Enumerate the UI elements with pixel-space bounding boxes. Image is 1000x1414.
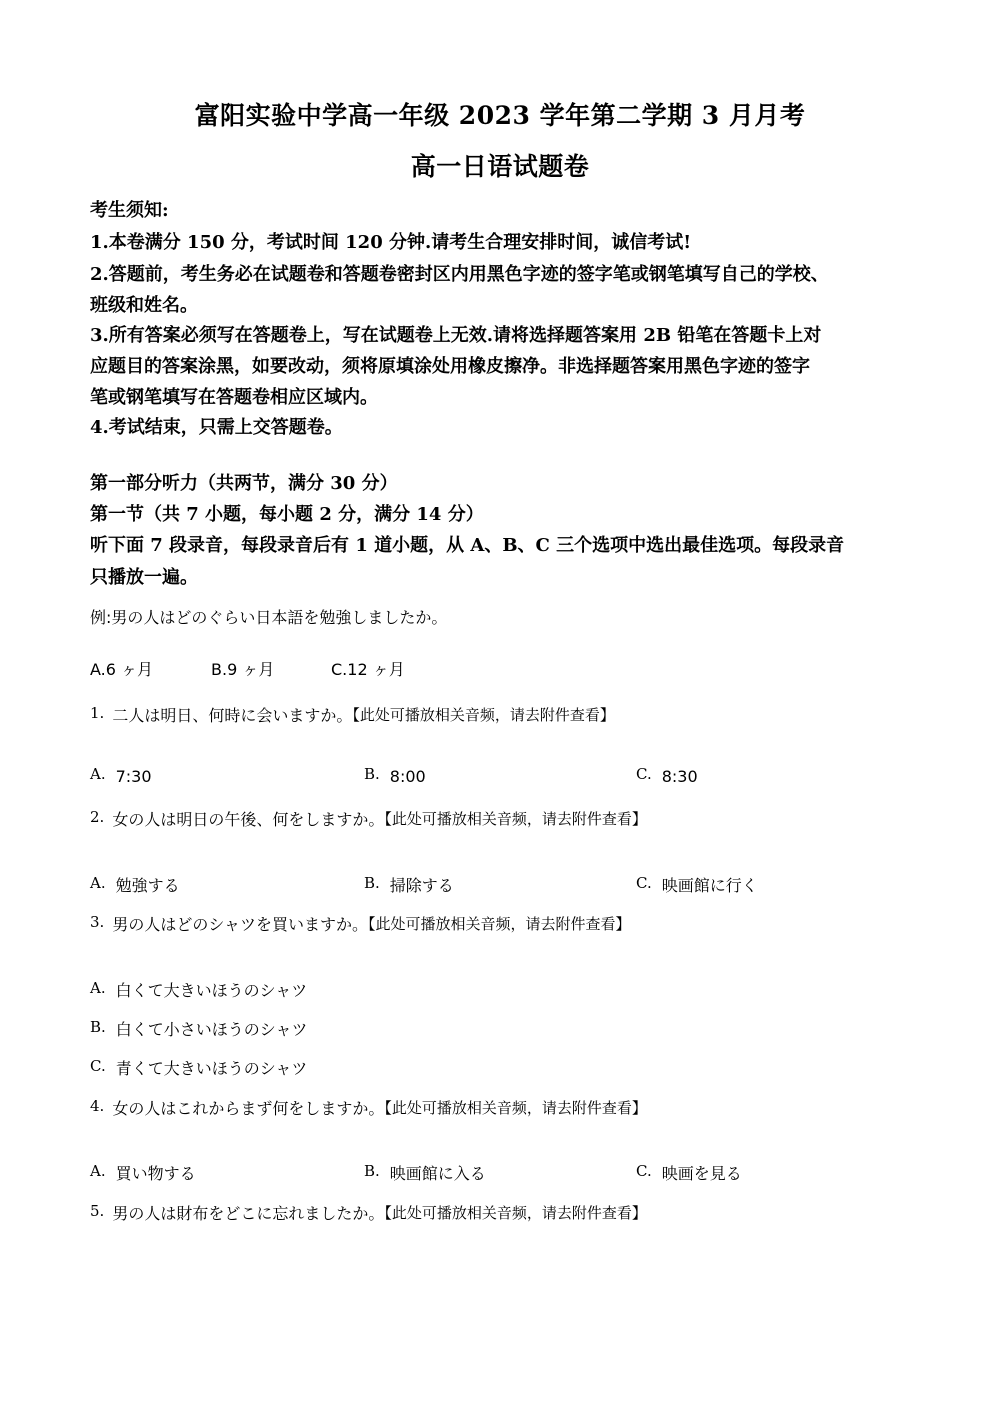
option-c (636, 873, 758, 896)
example-option-b: B.9 ヶ月 (211, 660, 275, 679)
subsection-heading: 第一节（共 7 小题，每小题 2 分，满分 14 分） (90, 504, 484, 525)
option-text: 白くて大きいほうのシャツ (115, 981, 308, 1000)
option-label: A. (90, 765, 106, 783)
question-3 (90, 912, 631, 935)
example-question: 例:男の人はどのぐらい日本語を勉強しましたか。 (90, 608, 448, 627)
option-b (364, 873, 454, 896)
option-text: 勉強する (115, 876, 180, 895)
question-text: 女の人は明日の午後、何をしますか。 (112, 810, 385, 829)
question-text: 二人は明日、何時に会いますか。 (112, 706, 353, 725)
notice-heading: 考生须知: (90, 200, 169, 221)
notice-line: 应题目的答案涂黑，如要改动，须将原填涂处用橡皮擦净。非选择题答案用黑色字迹的签字 (90, 356, 810, 377)
option-label: C. (90, 1057, 106, 1075)
option-c (636, 1161, 742, 1184)
option-text: 買い物する (115, 1164, 196, 1183)
notice-line: 班级和姓名。 (90, 295, 198, 316)
question-number: 2. (90, 808, 105, 826)
option-c (636, 767, 698, 786)
question-text: 男の人は財布をどこに忘れましたか。 (112, 1204, 385, 1223)
example-option-c: C.12 ヶ月 (331, 660, 405, 679)
option-text: 青くて大きいほうのシャツ (115, 1059, 308, 1078)
option-label: A. (90, 1162, 106, 1180)
option-b (90, 1017, 307, 1040)
notice-line: 笔或钢笔填写在答题卷相应区域内。 (90, 387, 378, 408)
option-label: C. (636, 765, 652, 783)
exam-subtitle: 高一日语试题卷 (410, 152, 590, 181)
option-text: 映画館に行く (661, 876, 758, 895)
option-label: A. (90, 979, 106, 997)
part-heading: 第一部分听力（共两节，满分 30 分） (90, 473, 398, 494)
option-b (364, 1161, 486, 1184)
option-label: B. (364, 1162, 380, 1180)
question-4 (90, 1096, 647, 1119)
audio-note: 【此处可播放相关音频，请去附件查看】 (384, 810, 647, 828)
exam-title: 富阳实验中学高一年级 2023 学年第二学期 3 月月考 (194, 101, 806, 130)
question-number: 5. (90, 1202, 105, 1220)
option-text: 8:00 (389, 767, 426, 786)
option-a (90, 873, 180, 896)
option-b (364, 767, 426, 786)
question-number: 3. (90, 913, 105, 931)
audio-note: 【此处可播放相关音频，请去附件查看】 (352, 706, 615, 724)
option-label: B. (90, 1018, 106, 1036)
instruction-line: 只播放一遍。 (90, 567, 198, 588)
notice-line: 4.考试结束，只需上交答题卷。 (90, 417, 343, 438)
question-number: 4. (90, 1097, 105, 1115)
audio-note: 【此处可播放相关音频，请去附件查看】 (384, 1204, 647, 1222)
option-label: C. (636, 874, 652, 892)
option-label: C. (636, 1162, 652, 1180)
question-2 (90, 807, 647, 830)
option-label: B. (364, 765, 380, 783)
option-text: 映画館に入る (389, 1164, 486, 1183)
notice-line: 1.本卷满分 150 分，考试时间 120 分钟.请考生合理安排时间，诚信考试! (90, 232, 692, 253)
option-text: 8:30 (661, 767, 698, 786)
notice-line: 2.答题前，考生务必在试题卷和答题卷密封区内用黑色字迹的签字笔或钢笔填写自己的学校、 (90, 264, 829, 285)
option-text: 映画を見る (661, 1164, 742, 1183)
option-label: B. (364, 874, 380, 892)
option-text: 掃除する (389, 876, 454, 895)
audio-note: 【此处可播放相关音频，请去附件查看】 (368, 915, 631, 933)
option-label: A. (90, 874, 106, 892)
question-text: 男の人はどのシャツを買いますか。 (112, 915, 368, 934)
question-number: 1. (90, 704, 105, 722)
option-a (90, 978, 307, 1001)
option-text: 白くて小さいほうのシャツ (115, 1020, 308, 1039)
instruction-line: 听下面 7 段录音，每段录音后有 1 道小题，从 A、B、C 三个选项中选出最佳选项。每段录音 (90, 535, 845, 556)
question-text: 女の人はこれからまず何をしますか。 (112, 1099, 385, 1118)
question-1 (90, 703, 615, 726)
notice-line: 3.所有答案必须写在答题卷上，写在试题卷上无效.请将选择题答案用 2B 铅笔在答题卡上对 (90, 325, 822, 346)
option-c (90, 1056, 307, 1079)
option-text: 7:30 (115, 767, 152, 786)
option-a (90, 767, 152, 786)
option-a (90, 1161, 196, 1184)
question-5 (90, 1201, 647, 1224)
audio-note: 【此处可播放相关音频，请去附件查看】 (384, 1099, 647, 1117)
example-option-a: A.6 ヶ月 (90, 660, 154, 679)
